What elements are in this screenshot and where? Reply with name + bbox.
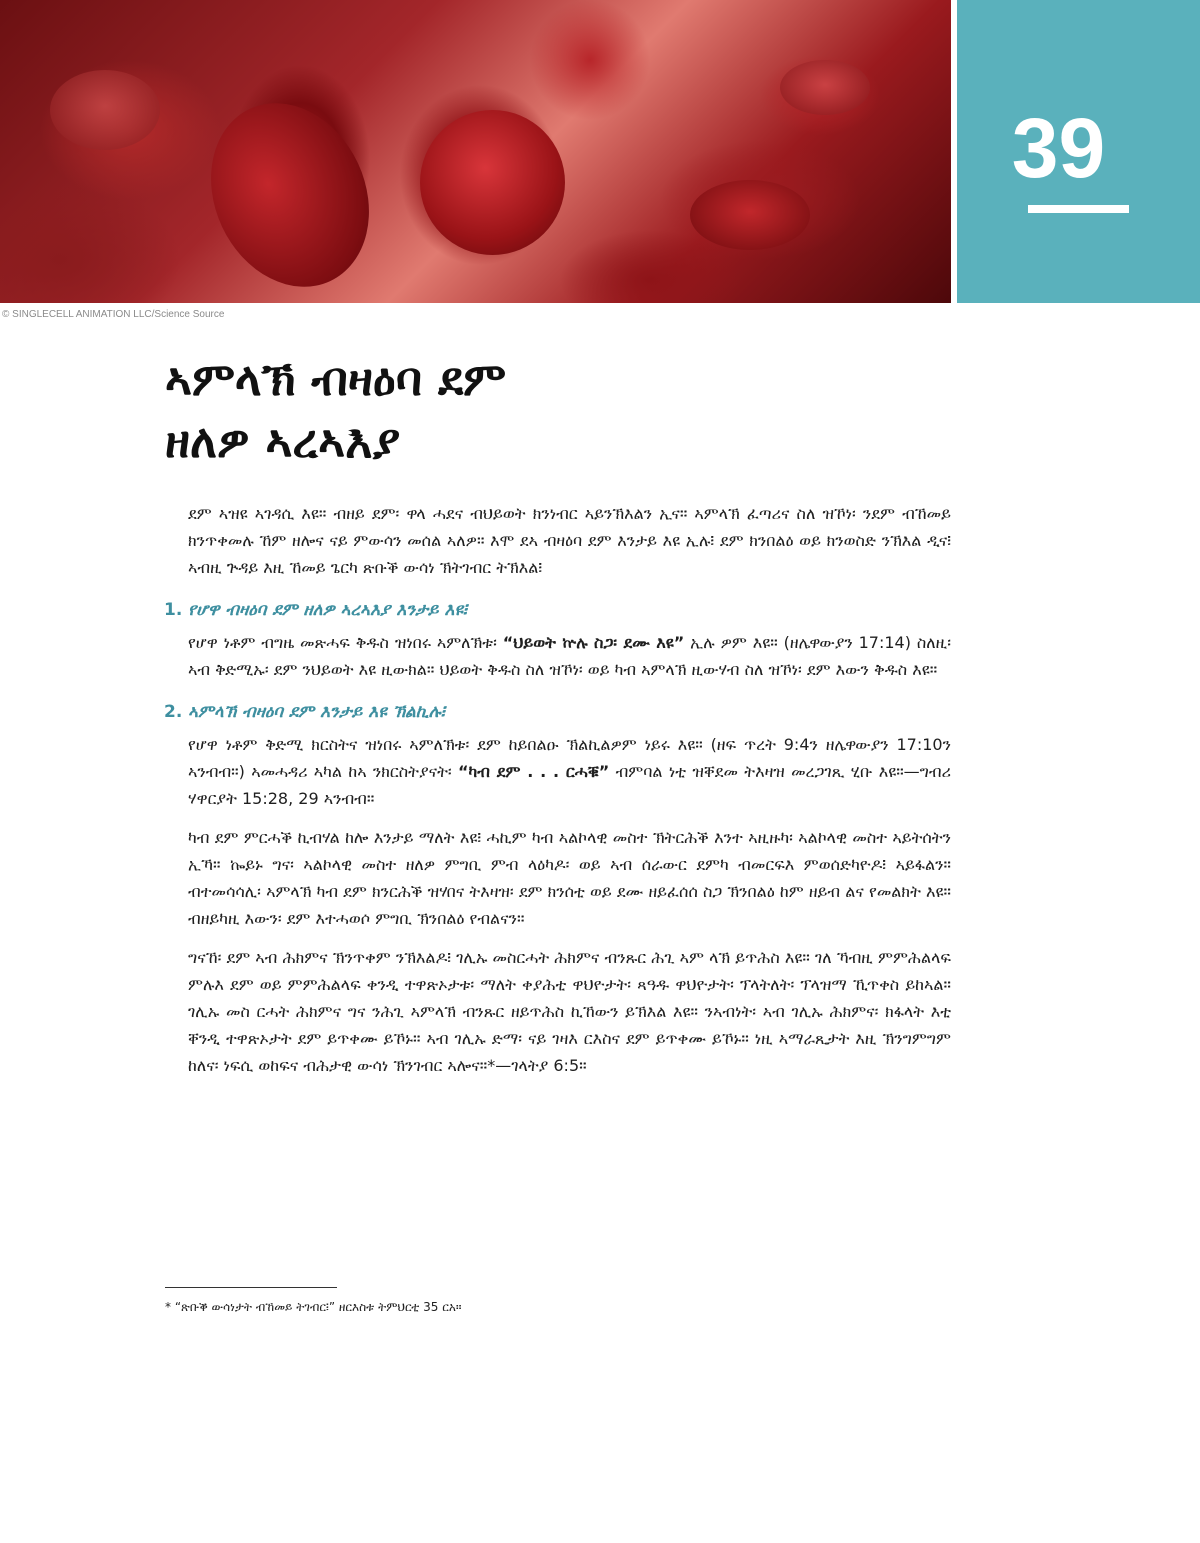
page-title bbox=[165, 348, 965, 472]
title-line-2: ዘለዎ ኣረኣእያ bbox=[165, 414, 401, 468]
intro-paragraph: ደም ኣዝዩ ኣገዳሲ እዩ። ብዘይ ደም፡ ዋላ ሓደና ብህይወት ክንነብር ኣይንኽእልን ኢና። ኣምላኽ ፈጣሪና ስለ ዝኾነ፡ ንደም ብኸመይ ክንጥቀመሉ ኸም ዘሎና ናይ ምውሳን መሰል ኣለዎ። እሞ ደኣ ብዛዕባ ደም እንታይ እዩ ኢሉ፧ ደም ክንበልዕ ወይ ክንወስድ ንኽእል ዲና፧ ኣብዚ ጕዳይ እዚ ኸመይ ጌርካ ጽቡቕ ውሳነ ኽትገብር ትኽእል፧ bbox=[188, 504, 951, 577]
blood-cells-photo bbox=[0, 0, 951, 303]
section-heading-text-1: የሆዋ ብዛዕባ ደም ዘለዎ ኣረኣእያ እንታይ እዩ፧ bbox=[188, 600, 467, 620]
footnote: * “ጽቡቕ ውሳነታት ብኸመይ ትገብር፧” ዘርእስቱ ትምህርቲ 35 ርአ። bbox=[165, 1300, 462, 1314]
blood-cell-left bbox=[50, 70, 160, 150]
section-2-text-b: ብምባል ነቲ ዝቐደመ ትእዛዝ መረጋገጺ ሂቡ እዩ።—ግብሪ ሃዋርያት 15:28, 29 ኣንብብ። bbox=[188, 762, 951, 808]
title-line-1: ኣምላኽ ብዛዕባ ደም bbox=[165, 352, 507, 406]
section-2-paragraph-1 bbox=[188, 731, 951, 812]
photo-credit: © SINGLECELL ANIMATION LLC/Science Source bbox=[2, 309, 225, 320]
blood-cell-small bbox=[690, 180, 810, 250]
lesson-number: 39 bbox=[1011, 101, 1106, 195]
section-1-text-b: ኢሉ ዎም እዩ። (ዘሌዋውያን 17:14) ስለዚ፡ ኣብ ቅድሚኡ፡ ደም ንህይወት እዩ ዚውክል። ህይወት ቅዱስ ስለ ዝኾነ፡ ወይ ካብ ኣምላኽ ዚውሃብ ስለ ዝኾነ፡ ደም እውን ቅዱስ እዩ። bbox=[188, 633, 952, 679]
blood-cell-large bbox=[182, 77, 398, 303]
section-1-text-a: የሆዋ ነቶም ብግዜ መጽሓፍ ቅዱስ ዝነበሩ ኣምለኽቱ፡ bbox=[188, 633, 503, 652]
section-2-quote: “ካብ ደም . . . ርሓቑ” bbox=[458, 762, 610, 781]
lesson-number-box bbox=[957, 0, 1200, 303]
section-2-paragraph-3: ግናኸ፡ ደም ኣብ ሕክምና ኽንጥቀም ንኽእልዶ፧ ገሊኡ መስርሓት ሕክምና ብንጹር ሕጊ ኣም ላኽ ይጥሕስ እዩ። ገለ ኻብዚ ምምሕልላፍ ምሉእ ደም ወይ ምምሕልላፍ ቀንዲ ተዋጽኦታቱ፡ ማለት ቀያሕቲ ዋህዮታት፡ ጻዓዱ ዋህዮታት፡ ፕላትለት፡ ፕላዝማ ኺጥቀስ ይከኣል። ገሊኡ መስ ርሓት ሕክምና ግና ንሕጊ ኣምላኽ ብንጹር ዘይጥሕስ ኪኸውን ይኽእል እዩ። ንኣብነት፡ ኣብ ገሊኡ ሕክምና፡ ክፋላት እቲ ቐንዲ ተዋጽኦታት ደም ይጥቀሙ ይኾኑ። ኣብ ገሊኡ ድማ፡ ናይ ገዛእ ርእስና ደም ይጥቀሙ ይኾኑ። ነዚ ኣማራጺታት እዚ ኽንግምግም ከለና፡ ነፍሲ ወከፍና ብሕታዊ ውሳነ ኽንገብር ኣሎና።*—ገላትያ 6:5። bbox=[188, 948, 951, 1075]
section-heading-text-2: ኣምላኽ ብዛዕባ ደም እንታይ እዩ ኽልኪሉ፧ bbox=[188, 702, 445, 722]
footnote-divider bbox=[165, 1287, 337, 1288]
section-number-1: 1. bbox=[164, 600, 183, 620]
section-2-text-a: የሆዋ ነቶም ቅድሚ ክርስትና ዝነበሩ ኣምለኽቱ፡ ደም ከይበልዑ ኽልኪልዎም ነይሩ እዩ። (ዘፍ ጥረት 9:4ን ዘሌዋውያን 17:10ን ኣንብብ።) ኣመሓዳሪ ኣካል ከኣ ንክርስትያናት፡ bbox=[188, 735, 951, 781]
blood-cell-far bbox=[780, 60, 870, 115]
section-2-paragraph-2: ካብ ደም ምርሓቕ ኪብሃል ከሎ እንታይ ማለት እዩ፧ ሓኪም ካብ ኣልኮላዊ መስተ ኽትርሕቕ እንተ ኣዚዙካ፡ ኣልኮላዊ መስተ ኣይትሰትን ኢኻ። ኰይኑ ግና፡ ኣልኮላዊ መስተ ዘለዎ ምግቢ ምብ ላዕካዶ፡ ወይ ኣብ ሰራውር ደምካ ብመርፍእ ምወሰድካዮዶ፧ ኣይፋልን። ብተመሳሳሊ፡ ኣምላኽ ካብ ደም ክንርሕቕ ዝሃበና ትእዛዝ፡ ደም ክንሰቲ ወይ ደሙ ዘይፈሰሰ ስጋ ኽንበልዕ ከም ዘይብ ልና የመልክት እዩ። ብዘይካዚ እውን፡ ደም እተሓወሶ ምግቢ ኽንበልዕ የብልናን። bbox=[188, 828, 951, 928]
lesson-number-underline bbox=[1028, 205, 1129, 213]
section-number-2: 2. bbox=[164, 702, 183, 722]
section-1-paragraph bbox=[188, 629, 951, 683]
blood-cell-round bbox=[420, 110, 565, 255]
article-body bbox=[164, 500, 952, 1091]
section-heading-1 bbox=[164, 597, 951, 623]
section-1-quote: “ህይወት ኵሉ ስጋ፡ ደሙ እዩ” bbox=[502, 633, 685, 652]
section-heading-2 bbox=[164, 699, 951, 725]
